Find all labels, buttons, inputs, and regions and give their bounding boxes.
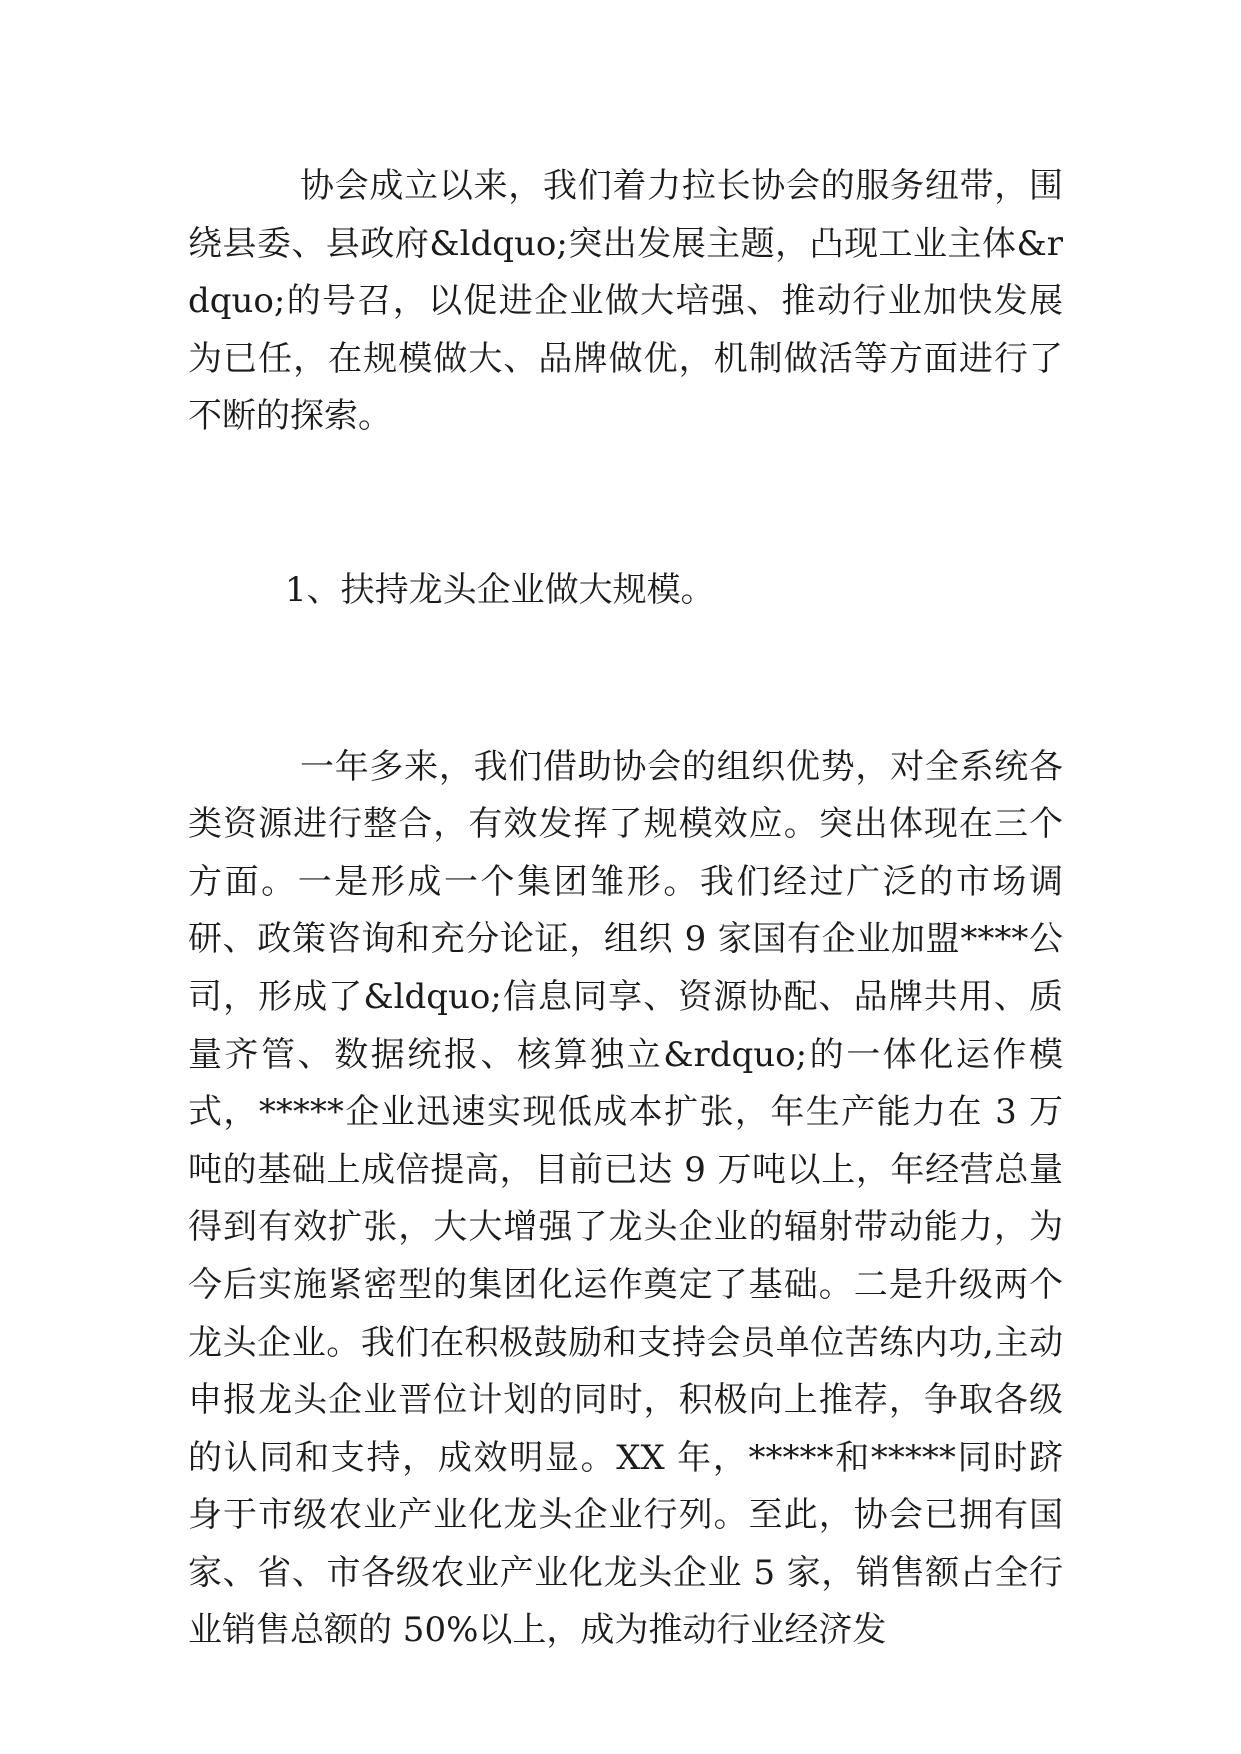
section-paragraph: 一年多来，我们借助协会的组织优势，对全系统各类资源进行整合，有效发挥了规模效应。突出体现在三个方面。一是形成一个集团雏形。我们经过广泛的市场调研、政策咨询和充分论证，组织 9 家国有企业加盟****公司，形成了&ldquo;信息同享、资源协配、品牌共用、质量齐管、数据统报、核算独立&rdquo;的一体化运作模式，*****企业迅速实现低成本扩张，年生产能力在 3 万吨的基础上成倍提高，目前已达 9 万吨以上，年经营总量得到有效扩张，大大增强了龙头企业的辐射带动能力，为今后实施紧密型的集团化运作奠定了基础。二是升级两个龙头企业。我们在积极鼓励和支持会员单位苦练内功,主动申报龙头企业晋位计划的同时，积极向上推荐，争取各级的认同和支持，成效明显。XX 年，*****和*****同时跻身于市级农业产业化龙头企业行列。至此，协会已拥有国家、省、市各级农业产业化龙头企业 5 家，销售额占全行业销售总额的 50%以上，成为推动行业经济发	[188, 746, 1063, 1651]
intro-paragraph: 协会成立以来，我们着力拉长协会的服务纽带，围绕县委、县政府&ldquo;突出发展主题，凸现工业主体&rdquo;的号召，以促进企业做大培强、推动行业加快发展为已任，在规模做大、品牌做优，机制做活等方面进行了不断的探索。	[188, 166, 1063, 437]
section-heading: 1、扶持龙头企业做大规模。	[285, 569, 715, 610]
